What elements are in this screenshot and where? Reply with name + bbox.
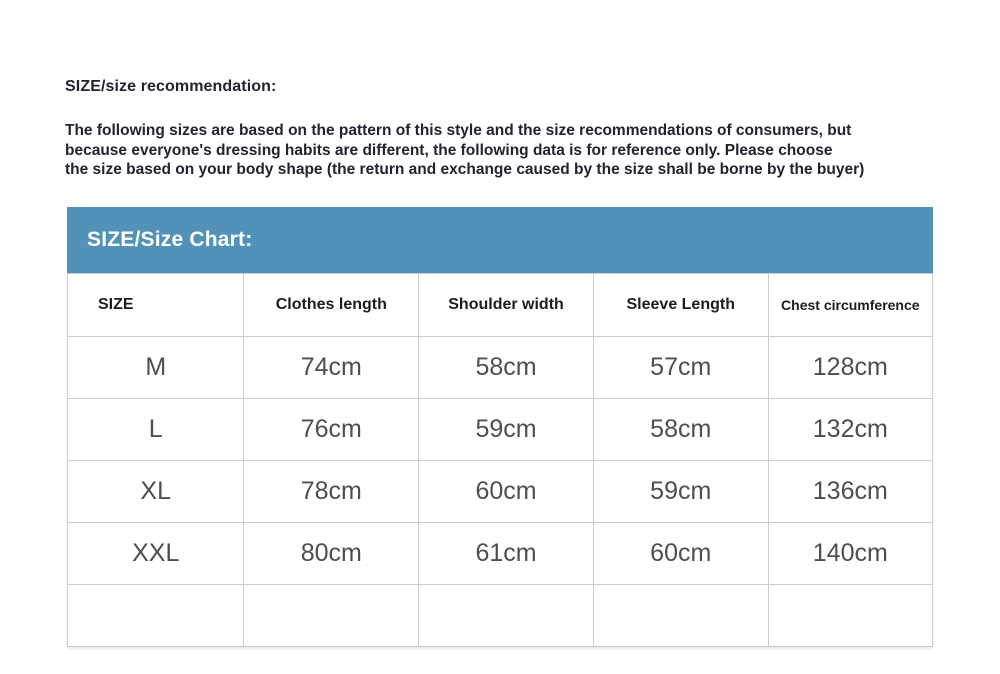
cell-chest-circumference: 140cm: [768, 523, 932, 585]
cell-sleeve-length: 60cm: [593, 523, 768, 585]
cell-size: [68, 585, 244, 647]
table-row-xl: [68, 461, 933, 523]
cell-shoulder-width: 58cm: [419, 337, 594, 399]
cell-clothes-length: 74cm: [244, 337, 419, 399]
cell-sleeve-length: [593, 585, 768, 647]
table-row-empty: [68, 585, 933, 647]
intro-line-1: The following sizes are based on the pattern of this style and the size recommendations of consumers, but: [65, 122, 852, 139]
column-header-clothes-length: Clothes length: [244, 274, 419, 337]
size-chart-title: SIZE/Size Chart:: [87, 228, 253, 251]
cell-sleeve-length: 58cm: [593, 399, 768, 461]
cell-shoulder-width: 60cm: [419, 461, 594, 523]
cell-clothes-length: 76cm: [244, 399, 419, 461]
cell-size: XL: [68, 461, 244, 523]
table-header-row: [68, 274, 933, 337]
intro-line-3: the size based on your body shape (the return and exchange caused by the size shall be borne by the buyer): [65, 161, 865, 178]
size-chart-header: [67, 207, 933, 273]
cell-chest-circumference: 128cm: [768, 337, 932, 399]
cell-clothes-length: 78cm: [244, 461, 419, 523]
cell-chest-circumference: 136cm: [768, 461, 932, 523]
table-row-l: [68, 399, 933, 461]
table-row-m: [68, 337, 933, 399]
cell-clothes-length: 80cm: [244, 523, 419, 585]
cell-clothes-length: [244, 585, 419, 647]
cell-size: M: [68, 337, 244, 399]
intro-line-2: because everyone's dressing habits are different, the following data is for reference only. Please choose: [65, 141, 833, 159]
column-header-shoulder-width: Shoulder width: [419, 274, 594, 337]
size-table: [67, 273, 933, 647]
column-header-size: SIZE: [68, 274, 244, 337]
page-title: SIZE/size recommendation:: [65, 78, 277, 95]
cell-chest-circumference: 132cm: [768, 399, 932, 461]
cell-size: XXL: [68, 523, 244, 585]
column-header-chest-circumference: Chest circumference: [768, 274, 932, 337]
size-chart: [67, 207, 933, 647]
cell-chest-circumference: [768, 585, 932, 647]
cell-sleeve-length: 59cm: [593, 461, 768, 523]
cell-size: L: [68, 399, 244, 461]
cell-shoulder-width: 59cm: [419, 399, 594, 461]
cell-shoulder-width: 61cm: [419, 523, 594, 585]
cell-shoulder-width: [419, 585, 594, 647]
column-header-sleeve-length: Sleeve Length: [593, 274, 768, 337]
table-row-xxl: [68, 523, 933, 585]
cell-sleeve-length: 57cm: [593, 337, 768, 399]
size-recommendation-text: [65, 121, 864, 180]
